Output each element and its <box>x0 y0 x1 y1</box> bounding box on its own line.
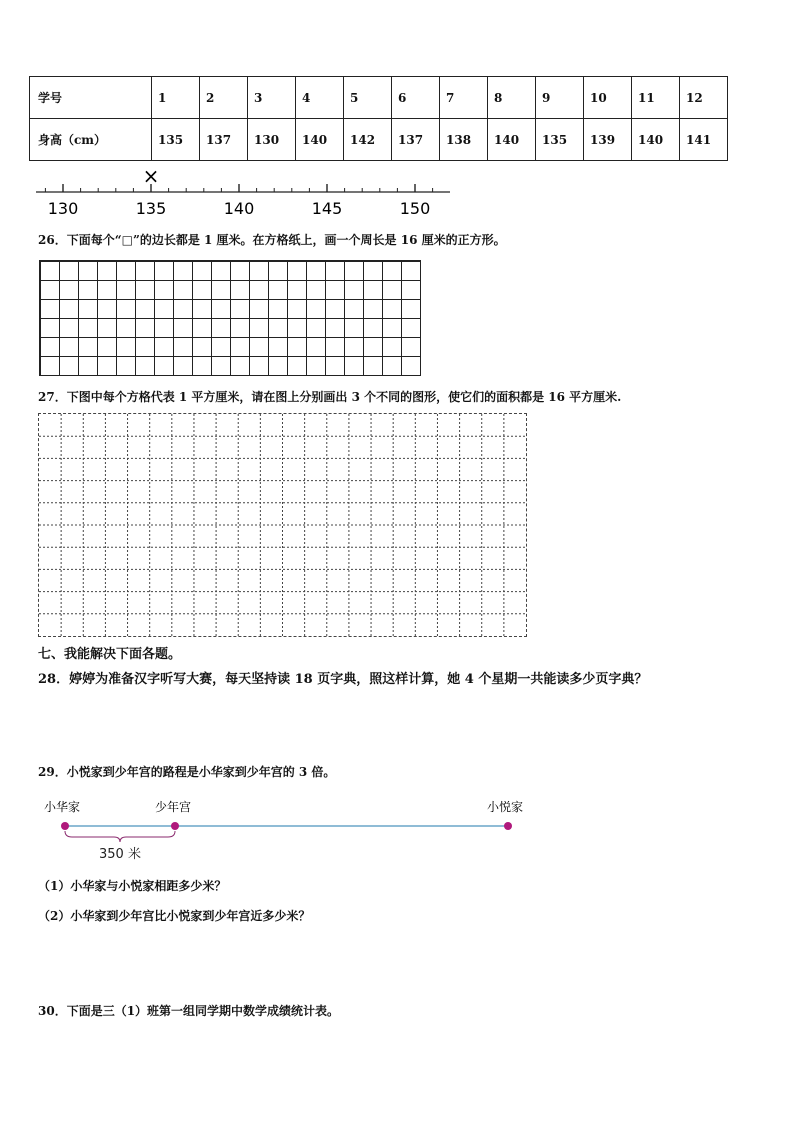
section-heading: 七、我能解决下面各题。 <box>38 647 182 662</box>
distance-label: 350 米 <box>99 847 141 862</box>
table-cell: 137 <box>392 119 440 161</box>
row-header-number: 学号 <box>30 77 152 119</box>
tick-label: 150 <box>399 199 431 218</box>
table-cell: 7 <box>440 77 488 119</box>
tick-label: 140 <box>223 199 255 218</box>
question-29-part-1: （1）小华家与小悦家相距多少米？ <box>38 879 227 893</box>
point-youth-palace <box>171 822 179 830</box>
question-29-part-2: （2）小华家到少年宫比小悦家到少年宫近多少米？ <box>38 909 311 923</box>
point-xiaoyue-home <box>504 822 512 830</box>
table-cell: 135 <box>152 119 200 161</box>
question-26: 26．下面每个“□”的边长都是 1 厘米。在方格纸上，画一个周长是 16 厘米的正方形。 <box>38 233 506 247</box>
table-cell: 2 <box>200 77 248 119</box>
label-xiaoyue-home: 小悦家 <box>487 800 524 814</box>
height-table <box>29 76 728 161</box>
table-cell: 12 <box>680 77 728 119</box>
square-grid-1cm[interactable] <box>39 260 421 376</box>
table-cell: 141 <box>680 119 728 161</box>
table-row <box>30 119 728 161</box>
table-cell: 6 <box>392 77 440 119</box>
question-30: 30．下面是三（1）班第一组同学期中数学成绩统计表。 <box>38 1004 340 1018</box>
table-cell: 1 <box>152 77 200 119</box>
question-28: 28．婷婷为准备汉字听写大赛，每天坚持读 18 页字典，照这样计算，她 4 个星期一共能读多少页字典？ <box>38 672 648 687</box>
table-cell: 3 <box>248 77 296 119</box>
tick-label: 135 <box>135 199 167 218</box>
table-cell: 11 <box>632 77 680 119</box>
number-line-ticks <box>45 184 432 192</box>
area-dotted-grid[interactable] <box>38 413 527 637</box>
question-27: 27．下图中每个方格代表 1 平方厘米，请在图上分别画出 3 个不同的图形，使它们的面积都是 16 平方厘米. <box>38 390 622 404</box>
table-cell: 140 <box>632 119 680 161</box>
table-cell: 130 <box>248 119 296 161</box>
tick-label: 130 <box>47 199 79 218</box>
table-cell: 5 <box>344 77 392 119</box>
table-cell: 135 <box>536 119 584 161</box>
row-header-height: 身高（cm） <box>30 119 152 161</box>
table-cell: 10 <box>584 77 632 119</box>
table-cell: 140 <box>296 119 344 161</box>
table-cell: 8 <box>488 77 536 119</box>
table-cell: 137 <box>200 119 248 161</box>
table-cell: 139 <box>584 119 632 161</box>
distance-diagram <box>38 795 538 867</box>
label-xiaohua-home: 小华家 <box>44 800 81 814</box>
tick-label: 145 <box>311 199 343 218</box>
table-row <box>30 77 728 119</box>
number-line <box>30 162 460 220</box>
table-cell: 142 <box>344 119 392 161</box>
cross-mark: × <box>142 164 160 188</box>
label-youth-palace: 少年宫 <box>155 800 192 814</box>
distance-brace <box>65 831 175 842</box>
table-cell: 4 <box>296 77 344 119</box>
question-29: 29．小悦家到少年宫的路程是小华家到少年宫的 3 倍。 <box>38 765 336 779</box>
table-cell: 140 <box>488 119 536 161</box>
table-cell: 9 <box>536 77 584 119</box>
point-xiaohua-home <box>61 822 69 830</box>
table-cell: 138 <box>440 119 488 161</box>
number-line-labels <box>48 199 431 218</box>
